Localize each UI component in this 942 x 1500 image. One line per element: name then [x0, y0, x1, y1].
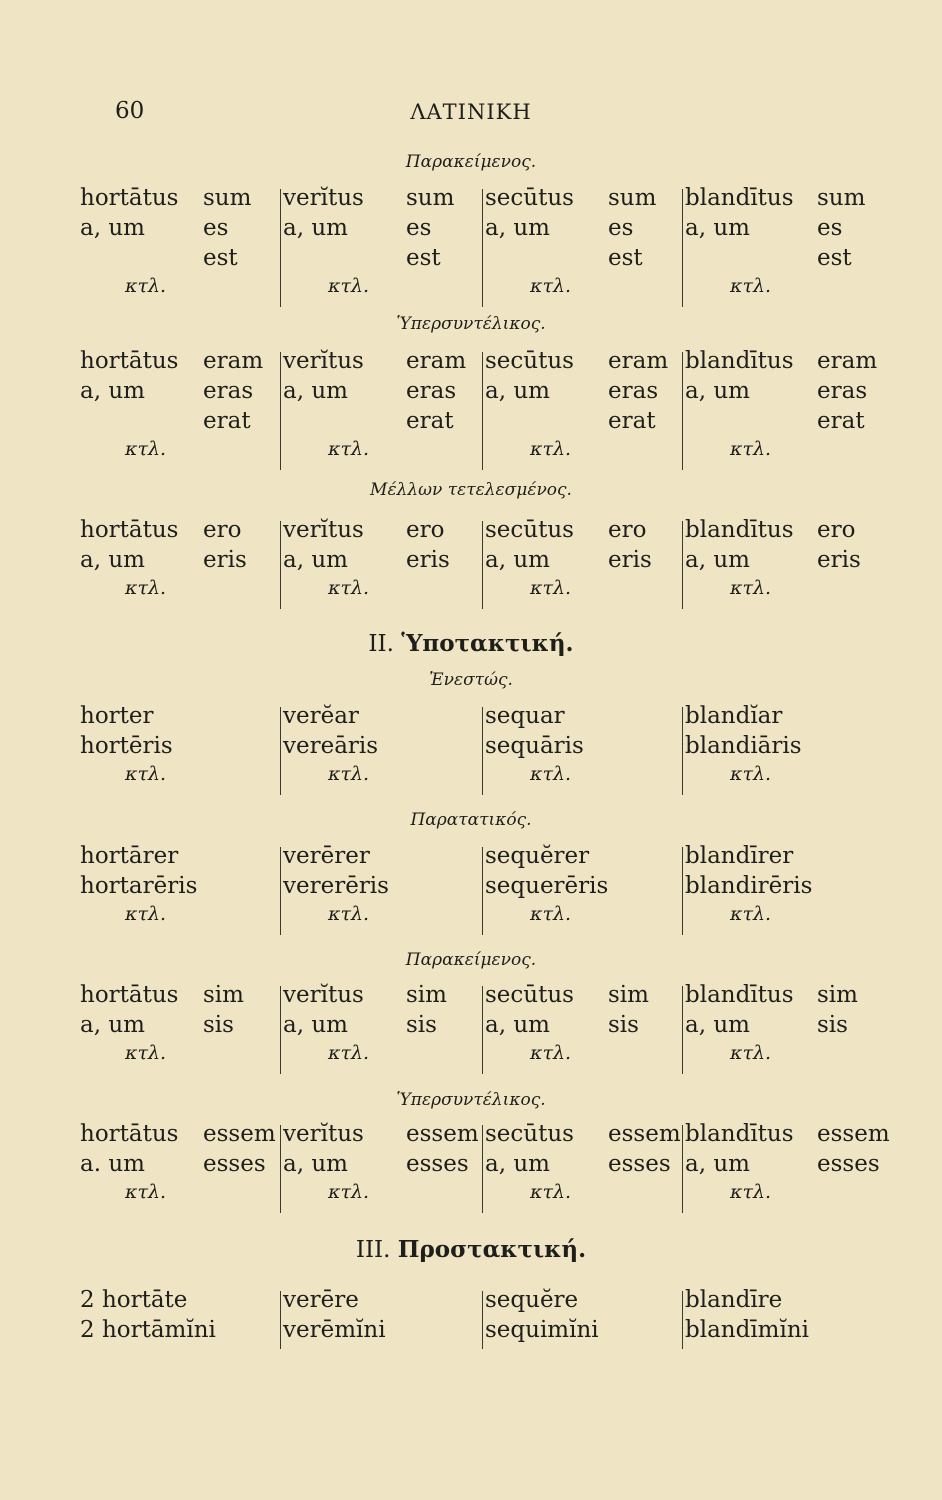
auxiliary-form: erat — [608, 408, 656, 434]
verb-form: blandīre — [685, 1287, 783, 1313]
verb-form: hortarēris — [80, 873, 198, 899]
verb-form: 2 hortāmĭni — [80, 1317, 216, 1343]
verb-form: sequĕrer — [485, 843, 590, 869]
verb-form: horter — [80, 703, 154, 729]
column-divider — [682, 1291, 683, 1349]
verb-form: a, um — [283, 1012, 348, 1038]
column-divider — [482, 521, 483, 609]
verb-form: blandīmĭni — [685, 1317, 810, 1343]
auxiliary-form: sis — [203, 1012, 234, 1038]
auxiliary-form: est — [608, 245, 643, 271]
verb-form: κτλ. — [730, 577, 772, 599]
verb-form: a, um — [283, 215, 348, 241]
auxiliary-form: es — [406, 215, 432, 241]
verb-form: secūtus — [485, 348, 574, 374]
verb-form: κτλ. — [730, 275, 772, 297]
column-divider — [482, 707, 483, 795]
auxiliary-form: erat — [406, 408, 454, 434]
verb-form: κτλ. — [125, 763, 167, 785]
mood-heading — [0, 630, 942, 657]
verb-form: verĭtus — [283, 982, 364, 1008]
verb-form: 2 hortāte — [80, 1287, 188, 1313]
verb-form: κτλ. — [530, 577, 572, 599]
auxiliary-form: ero — [406, 517, 445, 543]
verb-form: hortārer — [80, 843, 179, 869]
auxiliary-form: ero — [203, 517, 242, 543]
verb-form: a, um — [80, 378, 145, 404]
auxiliary-form: essem — [203, 1121, 276, 1147]
column-divider — [682, 1125, 683, 1213]
auxiliary-form: sis — [406, 1012, 437, 1038]
tense-heading: Παρακείμενος. — [405, 950, 537, 970]
tense-heading: Παρακείμενος. — [405, 152, 537, 172]
verb-form: blandītus — [685, 1121, 794, 1147]
verb-form: a. um — [80, 1151, 145, 1177]
verb-form: κτλ. — [328, 275, 370, 297]
auxiliary-form: esses — [817, 1151, 880, 1177]
verb-form: κτλ. — [328, 1042, 370, 1064]
verb-form: κτλ. — [125, 577, 167, 599]
verb-form: blandītus — [685, 982, 794, 1008]
verb-form: κτλ. — [328, 577, 370, 599]
verb-form: a, um — [485, 547, 550, 573]
verb-form: verĭtus — [283, 517, 364, 543]
auxiliary-form: eras — [203, 378, 254, 404]
column-divider — [682, 707, 683, 795]
verb-form: a, um — [685, 547, 750, 573]
verb-form: hortēris — [80, 733, 173, 759]
verb-form: κτλ. — [125, 275, 167, 297]
verb-form: κτλ. — [125, 903, 167, 925]
verb-form: sequimĭni — [485, 1317, 599, 1343]
verb-form: hortātus — [80, 348, 179, 374]
column-divider — [482, 1291, 483, 1349]
auxiliary-form: est — [817, 245, 852, 271]
verb-form: a, um — [80, 547, 145, 573]
verb-form: vererēris — [283, 873, 389, 899]
auxiliary-form: esses — [203, 1151, 266, 1177]
verb-form: secūtus — [485, 185, 574, 211]
column-divider — [482, 189, 483, 307]
auxiliary-form: ero — [608, 517, 647, 543]
mood-numeral: II. — [368, 631, 394, 657]
verb-form: a, um — [283, 1151, 348, 1177]
verb-form: κτλ. — [530, 275, 572, 297]
auxiliary-form: eras — [406, 378, 457, 404]
auxiliary-form: essem — [406, 1121, 479, 1147]
auxiliary-form: sum — [203, 185, 252, 211]
auxiliary-form: eram — [608, 348, 669, 374]
column-divider — [280, 847, 281, 935]
verb-form: hortātus — [80, 517, 179, 543]
auxiliary-form: eram — [203, 348, 264, 374]
verb-form: blandĭar — [685, 703, 783, 729]
verb-form: sequāris — [485, 733, 584, 759]
column-divider — [280, 986, 281, 1074]
verb-form: κτλ. — [125, 1181, 167, 1203]
auxiliary-form: sim — [817, 982, 858, 1008]
mood-numeral: III. — [355, 1237, 391, 1263]
column-divider — [682, 847, 683, 935]
verb-form: blandītus — [685, 348, 794, 374]
mood-heading — [0, 1236, 942, 1263]
verb-form: a, um — [485, 215, 550, 241]
auxiliary-form: est — [406, 245, 441, 271]
verb-form: κτλ. — [730, 438, 772, 460]
auxiliary-form: esses — [608, 1151, 671, 1177]
auxiliary-form: sim — [203, 982, 244, 1008]
verb-form: secūtus — [485, 982, 574, 1008]
verb-form: a, um — [485, 378, 550, 404]
verb-form: a, um — [485, 1151, 550, 1177]
auxiliary-form: eris — [406, 547, 450, 573]
column-divider — [482, 1125, 483, 1213]
verb-form: verĭtus — [283, 1121, 364, 1147]
verb-form: hortātus — [80, 982, 179, 1008]
mood-title: Προστακτική. — [397, 1236, 587, 1263]
verb-form: a, um — [685, 1012, 750, 1038]
auxiliary-form: essem — [608, 1121, 681, 1147]
verb-form: κτλ. — [730, 1181, 772, 1203]
verb-form: verĕar — [283, 703, 359, 729]
verb-form: κτλ. — [328, 438, 370, 460]
auxiliary-form: erat — [203, 408, 251, 434]
mood-title: Ὑποτακτική. — [401, 630, 574, 657]
verb-form: blandīrer — [685, 843, 794, 869]
verb-form: verēmĭni — [283, 1317, 386, 1343]
auxiliary-form: sis — [608, 1012, 639, 1038]
auxiliary-form: eram — [406, 348, 467, 374]
verb-form: verērer — [283, 843, 370, 869]
column-divider — [682, 189, 683, 307]
verb-form: a, um — [685, 378, 750, 404]
verb-form: a, um — [485, 1012, 550, 1038]
verb-form: blandirēris — [685, 873, 813, 899]
auxiliary-form: erat — [817, 408, 865, 434]
verb-form: κτλ. — [530, 903, 572, 925]
verb-form: κτλ. — [530, 763, 572, 785]
verb-form: a, um — [283, 378, 348, 404]
auxiliary-form: eras — [817, 378, 868, 404]
column-divider — [280, 189, 281, 307]
column-divider — [280, 1125, 281, 1213]
verb-form: sequerēris — [485, 873, 609, 899]
auxiliary-form: esses — [406, 1151, 469, 1177]
verb-form: κτλ. — [530, 438, 572, 460]
verb-form: κτλ. — [730, 763, 772, 785]
verb-form: verēre — [283, 1287, 359, 1313]
tense-heading: Ἐνεστώς. — [429, 670, 513, 690]
column-divider — [482, 986, 483, 1074]
verb-form: verĭtus — [283, 348, 364, 374]
verb-form: a, um — [283, 547, 348, 573]
auxiliary-form: es — [817, 215, 843, 241]
column-divider — [482, 847, 483, 935]
running-title: ΛΑΤΙΝΙΚΗ — [410, 100, 532, 124]
verb-form: vereāris — [283, 733, 379, 759]
tense-heading: Παρατατικός. — [410, 810, 532, 830]
verb-form: blandiāris — [685, 733, 802, 759]
verb-form: κτλ. — [125, 1042, 167, 1064]
auxiliary-form: essem — [817, 1121, 890, 1147]
tense-heading: Ὑπερσυντέλικος. — [396, 1090, 546, 1110]
column-divider — [280, 1291, 281, 1349]
auxiliary-form: eras — [608, 378, 659, 404]
verb-form: κτλ. — [730, 1042, 772, 1064]
verb-form: blandītus — [685, 517, 794, 543]
verb-form: κτλ. — [328, 1181, 370, 1203]
verb-form: a, um — [685, 1151, 750, 1177]
verb-form: κτλ. — [530, 1042, 572, 1064]
auxiliary-form: sis — [817, 1012, 848, 1038]
auxiliary-form: eram — [817, 348, 878, 374]
auxiliary-form: sim — [406, 982, 447, 1008]
auxiliary-form: eris — [817, 547, 861, 573]
verb-form: hortātus — [80, 1121, 179, 1147]
verb-form: blandītus — [685, 185, 794, 211]
auxiliary-form: es — [608, 215, 634, 241]
verb-form: secūtus — [485, 1121, 574, 1147]
verb-form: a, um — [80, 1012, 145, 1038]
verb-form: sequar — [485, 703, 565, 729]
column-divider — [280, 352, 281, 470]
verb-form: sequĕre — [485, 1287, 579, 1313]
auxiliary-form: ero — [817, 517, 856, 543]
verb-form: κτλ. — [530, 1181, 572, 1203]
tense-heading: Μέλλων τετελεσμένος. — [370, 480, 572, 500]
column-divider — [482, 352, 483, 470]
auxiliary-form: eris — [608, 547, 652, 573]
verb-form: a, um — [685, 215, 750, 241]
column-divider — [682, 521, 683, 609]
verb-form: κτλ. — [730, 903, 772, 925]
auxiliary-form: sum — [406, 185, 455, 211]
verb-form: hortātus — [80, 185, 179, 211]
tense-heading: Ὑπερσυντέλικος. — [396, 314, 546, 334]
verb-form: a, um — [80, 215, 145, 241]
verb-form: verĭtus — [283, 185, 364, 211]
verb-form: secūtus — [485, 517, 574, 543]
auxiliary-form: est — [203, 245, 238, 271]
verb-form: κτλ. — [125, 438, 167, 460]
auxiliary-form: eris — [203, 547, 247, 573]
verb-form: κτλ. — [328, 903, 370, 925]
auxiliary-form: sim — [608, 982, 649, 1008]
column-divider — [682, 986, 683, 1074]
auxiliary-form: sum — [817, 185, 866, 211]
column-divider — [280, 521, 281, 609]
column-divider — [682, 352, 683, 470]
column-divider — [280, 707, 281, 795]
auxiliary-form: sum — [608, 185, 657, 211]
page-number: 60 — [115, 98, 145, 124]
verb-form: κτλ. — [328, 763, 370, 785]
auxiliary-form: es — [203, 215, 229, 241]
